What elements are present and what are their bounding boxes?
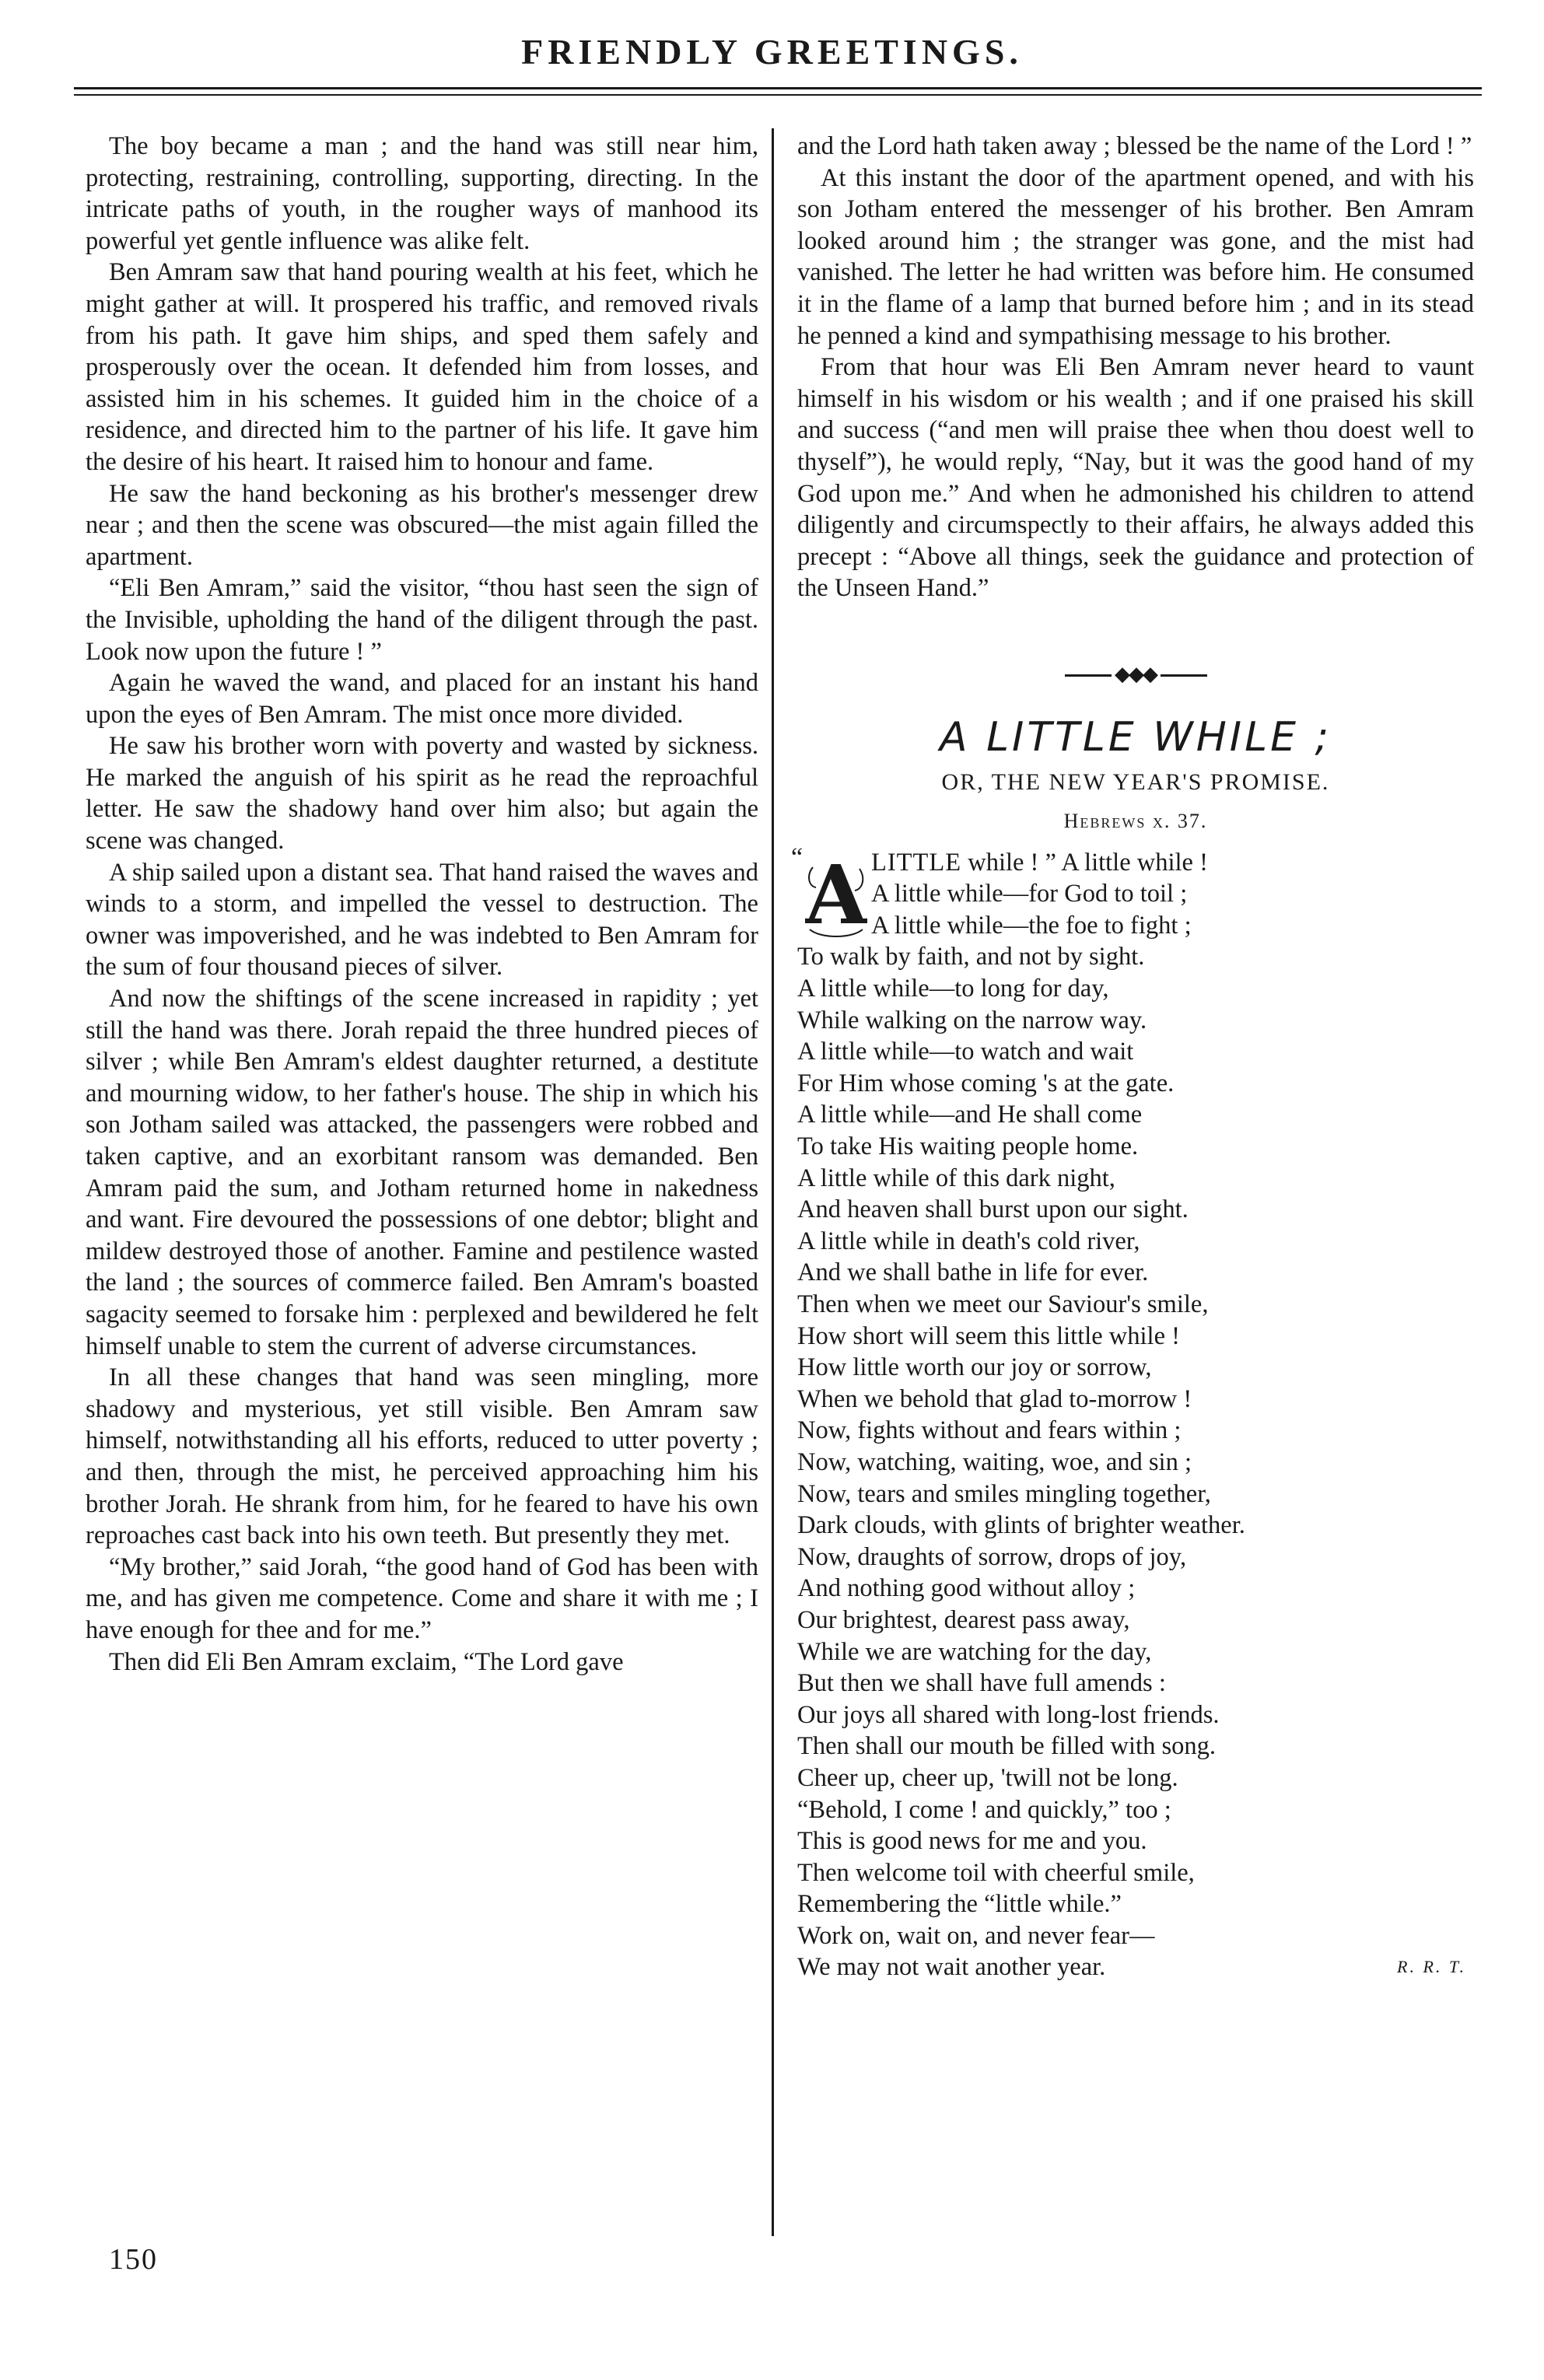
paragraph: From that hour was Eli Ben Amram never heard to vaunt himself in his wisdom or his wealth ; and if one praised his skill and success (“and men will praise thee when thou doest well to thyself”), he would reply, “Nay, but it was the good hand of my God upon me.” And when he admonished his children to attend diligently and circumspectly to their affairs, he always added this precept : “Above all things, seek the guidance and protection of the Unseen Hand.”	[797, 353, 1474, 603]
poem-line: A little while—to long for day,	[797, 975, 1109, 1003]
right-column	[791, 131, 1474, 1983]
author-signature: R. R. T.	[1397, 1957, 1466, 1977]
poem-line: Then when we meet our Saviour's smile,	[797, 1290, 1209, 1318]
poem-line: Then welcome toil with cheerful smile,	[797, 1858, 1195, 1887]
poem-line: Now, fights without and fears within ;	[797, 1416, 1182, 1445]
poem-line: To walk by faith, and not by sight.	[797, 943, 1145, 971]
page-header-title: FRIENDLY GREETINGS.	[521, 32, 1023, 72]
poem-line: And we shall bathe in life for ever.	[797, 1258, 1149, 1287]
poem-line: For Him whose coming 's at the gate.	[797, 1069, 1175, 1097]
paragraph: He saw his brother worn with poverty and wasted by sickness. He marked the anguish of his spirit as he read the reproachful letter. He saw the shadowy hand over him also; but again the scene was changed.	[86, 732, 758, 856]
poem-line	[797, 1951, 1474, 1983]
column-divider	[772, 128, 774, 2236]
poem-subtitle: OR, THE NEW YEAR'S PROMISE.	[941, 768, 1330, 795]
poem-body	[791, 842, 1474, 1983]
paragraph: The boy became a man ; and the hand was still near him, protecting, restraining, controlling, supporting, directing. In the intricate paths of youth, in the rougher ways of manhood its powerful yet gentle influence was alike felt.	[86, 132, 758, 255]
poem-last-line-text: We may not wait another year.	[797, 1953, 1106, 1982]
poem-line: How short will seem this little while !	[797, 1321, 1180, 1350]
first-word-small-caps: LITTLE	[871, 848, 962, 877]
section-ornament	[797, 659, 1474, 691]
left-column	[86, 131, 758, 1678]
poem-line: To take His waiting people home.	[797, 1132, 1139, 1161]
paragraph: And now the shiftings of the scene increased in rapidity ; yet still the hand was there. Jorah repaid the three hundred pieces of silver ; while Ben Amram's eldest daughter returned, a destitute and mourning widow, to her father's house. The ship in which his son Jotham sailed was attacked, the passengers were robbed and taken captive, and an exorbitant ransom was demanded. Ben Amram paid the sum, and Jotham returned home in nakedness and want. Fire devoured the possessions of one debtor; blight and mildew destroyed those of another. Famine and pestilence wasted the land ; the sources of commerce failed. Ben Amram's boasted sagacity seemed to forsake him : perplexed and bewildered he felt himself unable to stem the current of adverse circumstances.	[86, 985, 758, 1360]
page-number: 150	[109, 2243, 158, 2276]
poem-line: A little while—to watch and wait	[797, 1038, 1134, 1066]
poem-line	[797, 847, 1474, 879]
paragraph: He saw the hand beckoning as his brother's messenger drew near ; and then the scene was obscured—the mist again filled the apartment.	[86, 479, 758, 571]
paragraph: Ben Amram saw that hand pouring wealth at his feet, which he might gather at will. It prospered his traffic, and removed rivals from his path. It gave him ships, and sped them safely and prosperously over the ocean. It defended him from losses, and assisted him in his schemes. It guided him in the choice of a residence, and directed him to the partner of his life. It gave him the desire of his heart. It raised him to honour and fame.	[86, 258, 758, 476]
poem-line: A little while—and He shall come	[797, 1101, 1143, 1129]
poem-line: How little worth our joy or sorrow,	[797, 1353, 1152, 1382]
poem-line: A little while of this dark night,	[797, 1164, 1115, 1192]
poem-line: Now, tears and smiles mingling together,	[797, 1479, 1211, 1508]
poem-line: And nothing good without alloy ;	[797, 1574, 1136, 1603]
poem-line: Remembering the “little while.”	[797, 1890, 1122, 1919]
poem-line: Cheer up, cheer up, 'twill not be long.	[797, 1763, 1178, 1792]
drop-cap-letter: A	[805, 851, 867, 943]
poem-line: Dark clouds, with glints of brighter weather.	[797, 1511, 1245, 1540]
header-double-rule	[74, 87, 1482, 96]
paragraph: “My brother,” said Jorah, “the good hand of God has been with me, and has given me competence. Come and share it with me ; I have enough for thee and for me.”	[86, 1552, 758, 1644]
paragraph: At this instant the door of the apartment opened, and with his son Jotham entered the messenger of his brother. Ben Amram looked around him ; the stranger was gone, and the mist had vanished. The letter he had written was before him. He consumed it in the flame of a lamp that burned before him ; and in its stead he penned a kind and sympathising message to his brother.	[797, 163, 1474, 350]
poem-line: Now, watching, waiting, woe, and sin ;	[797, 1447, 1192, 1476]
poem-line: But then we shall have full amends :	[797, 1669, 1166, 1698]
scripture-reference: Hebrews x. 37.	[1063, 810, 1208, 833]
ornament-line-right	[1161, 674, 1207, 677]
poem-line: A little while—for God to toil ;	[871, 880, 1188, 908]
poem-line: Our brightest, dearest pass away,	[797, 1605, 1130, 1634]
poem-title: A LITTLE WHILE ;	[939, 713, 1332, 761]
ornamental-drop-cap	[805, 852, 867, 943]
paragraph: A ship sailed upon a distant sea. That hand raised the waves and winds to a storm, and impelled the vessel to destruction. The owner was impoverished, and he was indebted to Ben Amram for the sum of four thousand pieces of silver.	[86, 858, 758, 982]
poem-line: “Behold, I come ! and quickly,” too ;	[797, 1795, 1171, 1824]
poem-line: And heaven shall burst upon our sight.	[797, 1195, 1189, 1224]
poem-line: Then shall our mouth be filled with song.	[797, 1732, 1216, 1761]
poem-line: Our joys all shared with long-lost friends.	[797, 1700, 1220, 1729]
poem-line: A little while in death's cold river,	[797, 1227, 1140, 1255]
poem-line: This is good news for me and you.	[797, 1827, 1147, 1856]
paragraph: “Eli Ben Amram,” said the visitor, “thou hast seen the sign of the Invisible, upholding the hand of the diligent through the past. Look now upon the future ! ”	[86, 574, 758, 666]
poem-line: A little while—the foe to fight ;	[871, 911, 1192, 940]
ornament-line-left	[1065, 674, 1112, 677]
paragraph: Again he waved the wand, and placed for an instant his hand upon the eyes of Ben Amram. The mist once more divided.	[86, 669, 758, 729]
first-line-rest: while ! ” A little while !	[961, 848, 1208, 877]
poem-line: While we are watching for the day,	[797, 1637, 1152, 1666]
paragraph: Then did Eli Ben Amram exclaim, “The Lord gave	[109, 1647, 624, 1676]
poem-line: Now, draughts of sorrow, drops of joy,	[797, 1542, 1187, 1571]
poem-line: Work on, wait on, and never fear—	[797, 1921, 1155, 1950]
paragraph: and the Lord hath taken away ; blessed be the name of the Lord ! ”	[797, 132, 1472, 160]
poem-line: While walking on the narrow way.	[797, 1006, 1147, 1034]
opening-quote-mark: “	[791, 842, 804, 872]
ornament-diamonds-icon: ◆◆◆	[1115, 662, 1157, 685]
paragraph: In all these changes that hand was seen mingling, more shadowy and mysterious, yet still visible. Ben Amram saw himself, notwithstanding all his efforts, reduced to utter poverty ; and then, through the mist, he perceived approaching him his brother Jorah. He shrank from him, for he feared to have his own reproaches cast back into his own teeth. But presently they met.	[86, 1363, 758, 1550]
poem-line: When we behold that glad to-morrow !	[797, 1384, 1192, 1413]
